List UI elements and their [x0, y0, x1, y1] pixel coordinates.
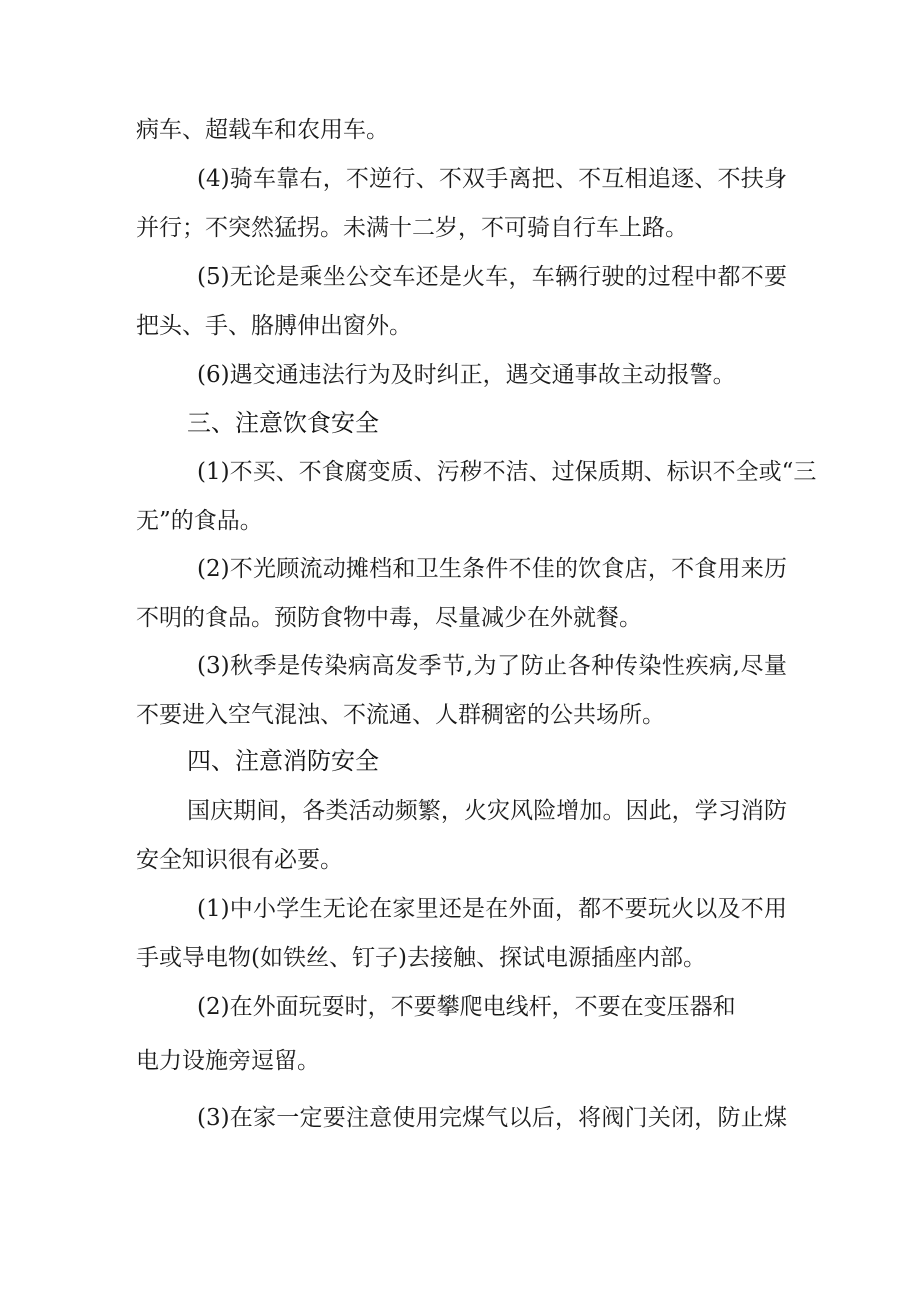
text-line: 电力设施旁逗留。 — [136, 1048, 320, 1074]
text-line: (3)在家一定要注意使用完煤气以后，将阀门关闭，防止煤 — [197, 1105, 787, 1131]
text-line: 无”的食品。 — [136, 508, 263, 534]
text-line: (1)不买、不食腐变质、污秽不洁、过保质期、标识不全或“三 — [197, 459, 817, 485]
text-line: 并行；不突然猛拐。未满十二岁，不可骑自行车上路。 — [136, 215, 688, 241]
section-heading: 三、注意饮食安全 — [187, 409, 379, 437]
text-line: (6)遇交通违法行为及时纠正，遇交通事故主动报警。 — [197, 362, 736, 388]
text-line: (3)秋季是传染病高发季节,为了防止各种传染性疾病,尽量 — [197, 653, 787, 679]
text-line: (2)不光顾流动摊档和卫生条件不佳的饮食店，不食用来历 — [197, 556, 787, 582]
text-line: (5)无论是乘坐公交车还是火车，车辆行驶的过程中都不要 — [197, 264, 787, 290]
text-line: (4)骑车靠右，不逆行、不双手离把、不互相追逐、不扶身 — [197, 166, 787, 192]
text-line: 不明的食品。预防食物中毒，尽量减少在外就餐。 — [136, 605, 642, 631]
text-line: 安全知识很有必要。 — [136, 847, 343, 873]
section-heading: 四、注意消防安全 — [187, 747, 379, 775]
text-line: 手或导电物(如铁丝、钉子)去接触、探试电源插座内部。 — [136, 945, 706, 971]
text-line: 病车、超载车和农用车。 — [136, 117, 389, 143]
text-line: (2)在外面玩耍时，不要攀爬电线杆，不要在变压器和 — [197, 994, 736, 1020]
text-line: (1)中小学生无论在家里还是在外面，都不要玩火以及不用 — [197, 896, 787, 922]
text-line: 不要进入空气混浊、不流通、人群稠密的公共场所。 — [136, 702, 665, 728]
text-line: 国庆期间，各类活动频繁，火灾风险增加。因此，学习消防 — [187, 798, 787, 824]
text-line: 把头、手、胳膊伸出窗外。 — [136, 313, 412, 339]
